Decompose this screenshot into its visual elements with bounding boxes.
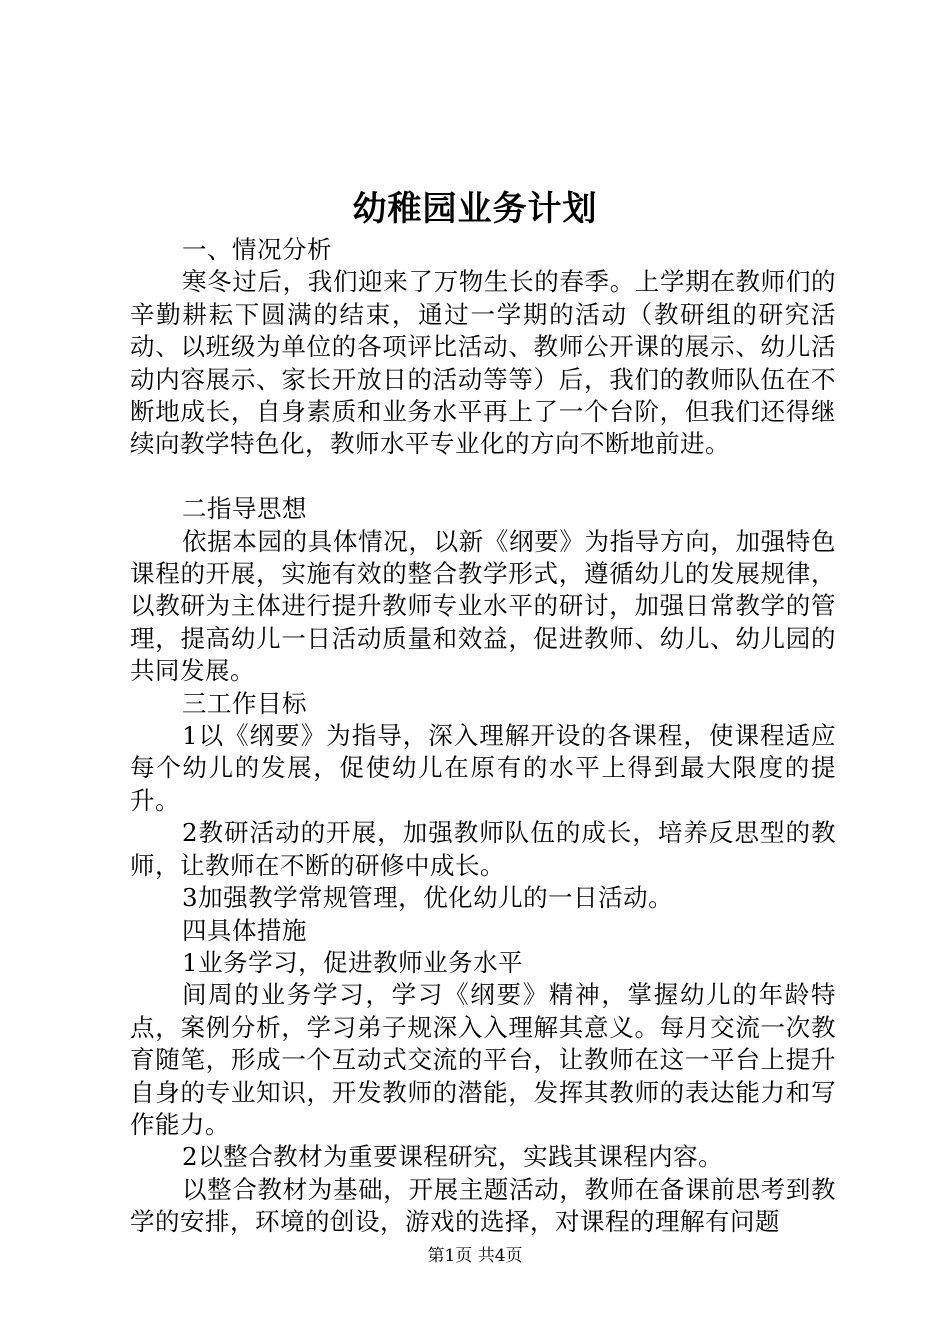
paragraph-goal-3: 3加强教学常规管理，优化幼儿的一日活动。 bbox=[182, 883, 674, 913]
section-heading-guiding-idea: 二指导思想 bbox=[182, 494, 307, 524]
paragraph-goal-2: 2教研活动的开展，加强教师队伍的成长，培养反思型的教师，让教师在不断的研修中成长。 bbox=[130, 818, 836, 880]
paragraph-measure-2-title: 2以整合教材为重要课程研究，实践其课程内容。 bbox=[182, 1142, 724, 1172]
page-title: 幼稚园业务计划 bbox=[352, 189, 598, 229]
page-footer: 第1页 共4页 bbox=[427, 1246, 523, 1266]
paragraph-guiding-idea: 依据本园的具体情况，以新《纲要》为指导方向，加强特色课程的开展，实施有效的整合教学形式，遵循幼儿的发展规律，以教研为主体进行提升教师专业水平的研讨，加强日常教学的管理，提高幼儿一日活动质量和效益，促进教师、幼儿、幼儿园的共同发展。 bbox=[130, 526, 836, 686]
blank-line bbox=[130, 461, 836, 493]
paragraph-measure-1-title: 1业务学习，促进教师业务水平 bbox=[182, 947, 524, 977]
paragraph-measure-1-body: 间周的业务学习，学习《纲要》精神，掌握幼儿的年龄特点，案例分析，学习弟子规深入入理解其意义。每月交流一次教育随笔，形成一个互动式交流的平台，让教师在这一平台上提升自身的专业知识，开发教师的潜能，发挥其教师的表达能力和写作能力。 bbox=[130, 980, 836, 1139]
paragraph-goal-1: 1以《纲要》为指导，深入理解开设的各课程，使课程适应每个幼儿的发展，促使幼儿在原有的水平上得到最大限度的提升。 bbox=[130, 721, 836, 815]
document-body bbox=[130, 234, 836, 1239]
paragraph-analysis: 寒冬过后，我们迎来了万物生长的春季。上学期在教师们的辛勤耕耘下圆满的结束，通过一学期的活动（教研组的研究活动、以班级为单位的各项评比活动、教师公开课的展示、幼儿活动内容展示、家长开放日的活动等等）后，我们的教师队伍在不断地成长，自身素质和业务水平再上了一个台阶，但我们还得继续向教学特色化，教师水平专业化的方向不断地前进。 bbox=[130, 267, 836, 459]
section-heading-analysis: 一、情况分析 bbox=[182, 235, 332, 264]
section-heading-goals: 三工作目标 bbox=[182, 688, 307, 718]
section-heading-measures: 四具体措施 bbox=[182, 915, 307, 945]
paragraph-measure-2-body: 以整合教材为基础，开展主题活动，教师在备课前思考到教学的安排，环境的创设，游戏的选择，对课程的理解有问题 bbox=[130, 1174, 836, 1237]
